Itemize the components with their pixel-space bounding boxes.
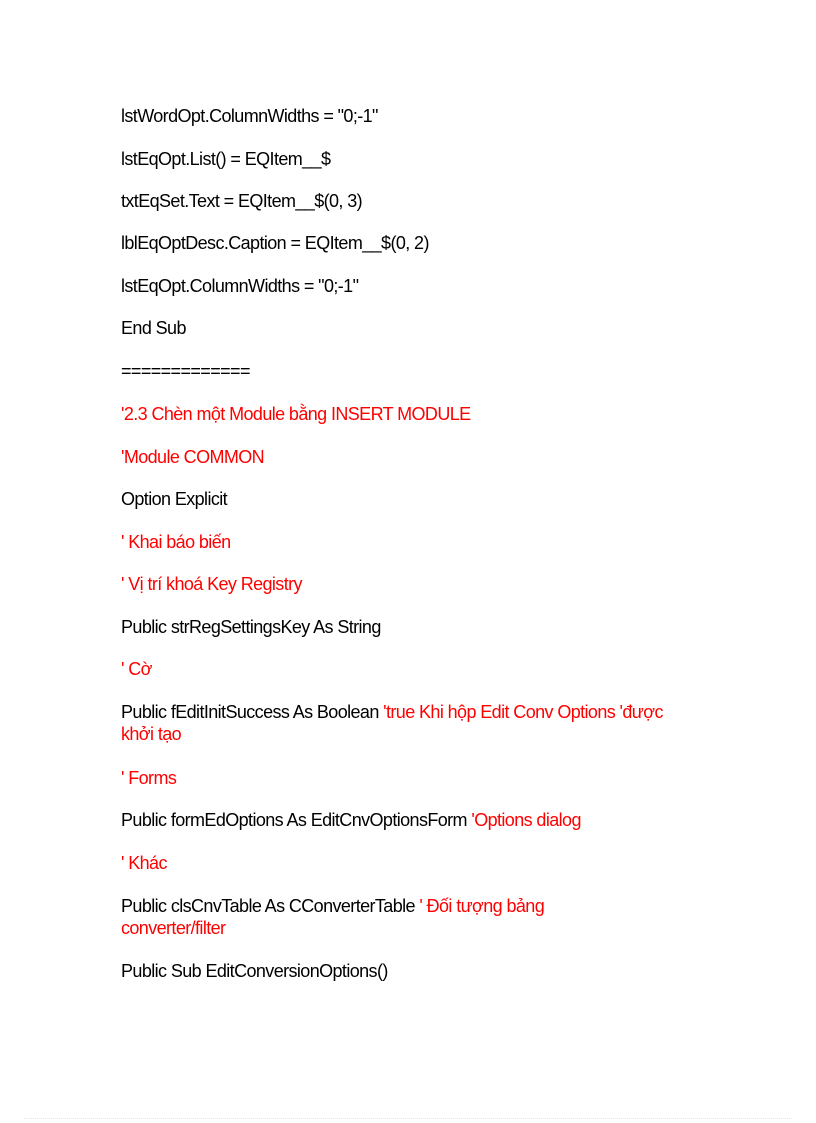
code-part: Public fEditInitSuccess As Boolean (121, 702, 384, 722)
comment-line: ' Cờ (121, 659, 152, 679)
code-line: lstEqOpt.List() = EQItem__$ (121, 149, 331, 169)
code-with-comment (121, 895, 621, 939)
code-line: Public Sub EditConversionOptions() (121, 961, 388, 981)
comment-line: '2.3 Chèn một Module bằng INSERT MODULE (121, 404, 471, 424)
separator-line: ============= (121, 361, 250, 381)
comment-line: ' Vị trí khoá Key Registry (121, 574, 302, 594)
code-part: Public formEdOptions As EditCnvOptionsForm (121, 810, 472, 830)
comment-line: ' Khai báo biến (121, 532, 231, 552)
comment-line: ' Forms (121, 768, 177, 788)
code-line: End Sub (121, 318, 186, 338)
comment-line: ' Khác (121, 853, 167, 873)
code-line: lstEqOpt.ColumnWidths = "0;-1" (121, 276, 359, 296)
code-line: Public strRegSettingsKey As String (121, 617, 381, 637)
comment-part: 'Options dialog (471, 810, 581, 830)
comment-line: 'Module COMMON (121, 447, 265, 467)
code-with-comment (121, 809, 581, 831)
code-with-comment (121, 701, 691, 745)
code-line: txtEqSet.Text = EQItem__$(0, 3) (121, 191, 363, 211)
comment-part: 'true Khi hộp Edit Conv Options 'được khởi tạo (121, 702, 663, 744)
comment-part: ' Đối tượng bảng converter/filter (121, 896, 545, 938)
code-part: Public clsCnvTable As CConverterTable (121, 896, 420, 916)
page-bottom-rule (24, 1118, 792, 1119)
code-line: lstWordOpt.ColumnWidths = "0;-1" (121, 106, 378, 126)
code-line: lblEqOptDesc.Caption = EQItem__$(0, 2) (121, 233, 429, 253)
code-line: Option Explicit (121, 489, 228, 509)
